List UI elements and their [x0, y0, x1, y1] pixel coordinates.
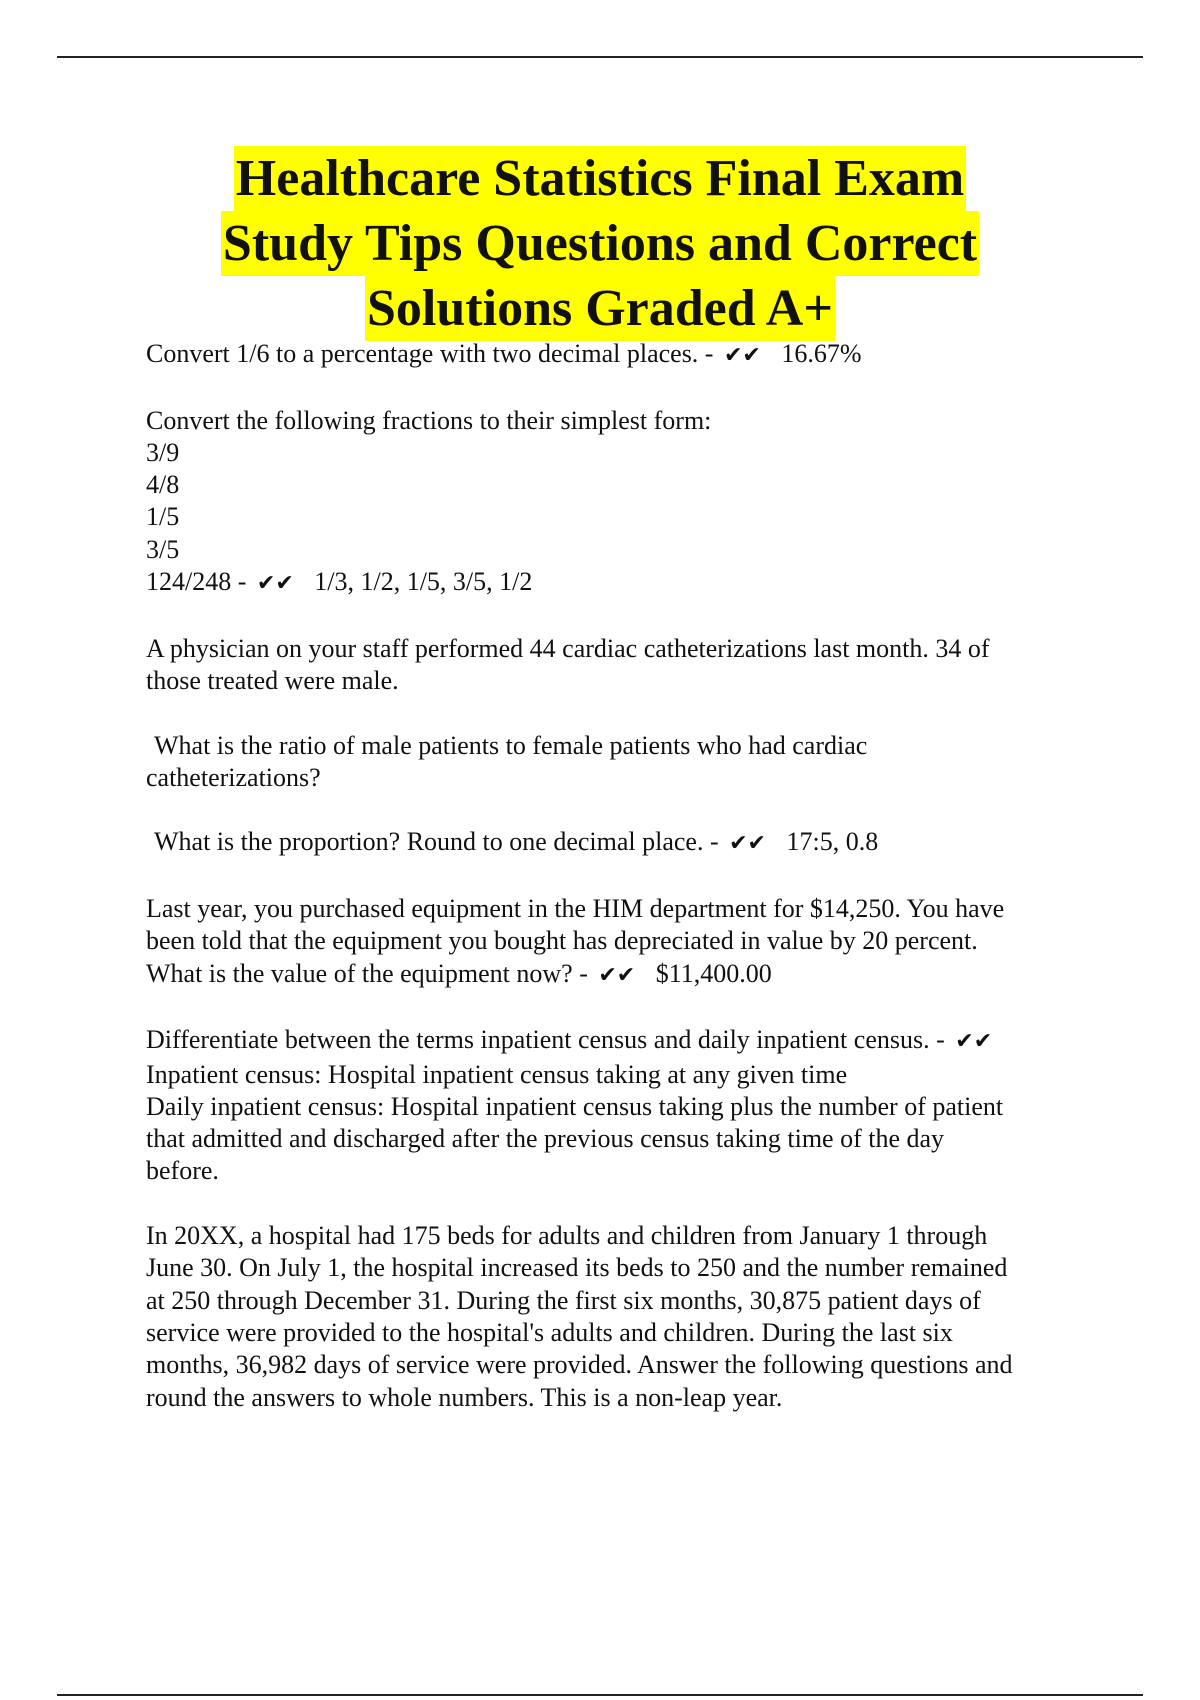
question-5-answer-line: Daily inpatient census: Hospital inpatient census taking plus the number of patient: [146, 1091, 1004, 1121]
question-3-intro: [146, 633, 1096, 698]
question-3-ratio-line: What is the ratio of male patients to female patients who had cardiac: [154, 730, 868, 760]
check-icon: ✔✔: [723, 343, 761, 368]
question-3-ratio: [146, 730, 1096, 795]
question-3-proportion: [146, 826, 1096, 860]
fraction-item: 4/8: [146, 470, 180, 500]
question-4-line: Last year, you purchased equipment in the HIM department for $14,250. You have: [146, 894, 1005, 924]
document-body: [146, 338, 1096, 1446]
question-2-text: Convert the following fractions to their simplest form:: [146, 405, 712, 435]
question-1-text: Convert 1/6 to a percentage with two decimal places. -: [146, 339, 714, 368]
question-5: [146, 1024, 1096, 1187]
check-icon: ✔✔: [729, 831, 766, 857]
question-2-answer: 1/3, 1/2, 1/5, 3/5, 1/2: [314, 567, 533, 597]
question-5-answer-line: before.: [146, 1156, 219, 1186]
check-icon: ✔✔: [256, 571, 294, 597]
question-4-answer: $11,400.00: [655, 958, 772, 988]
bottom-rule: [57, 1694, 1143, 1696]
question-6-line: June 30. On July 1, the hospital increased its beds to 250 and the number remained: [146, 1253, 1008, 1283]
question-4-line: been told that the equipment you bought has depreciated in value by 20 percent.: [146, 926, 978, 956]
question-5-answer-line: Inpatient census: Hospital inpatient census taking at any given time: [146, 1059, 848, 1089]
question-5-text: Differentiate between the terms inpatient census and daily inpatient census. -: [146, 1025, 945, 1055]
fraction-item: 3/9: [146, 437, 180, 467]
check-icon: ✔✔: [598, 962, 636, 988]
top-rule: [57, 56, 1143, 58]
question-6-line: at 250 through December 31. During the first six months, 30,875 patient days of: [146, 1285, 981, 1315]
question-3-intro-line: A physician on your staff performed 44 cardiac catheterizations last month. 34 of: [146, 633, 990, 663]
question-6-line: In 20XX, a hospital had 175 beds for adults and children from January 1 through: [146, 1221, 988, 1251]
title-line-3: Solutions Graded A+: [365, 276, 835, 341]
question-6-line: service were provided to the hospital's adults and children. During the last six: [146, 1317, 953, 1347]
fraction-item: 124/248 -: [146, 567, 247, 597]
question-4: [146, 893, 1096, 992]
question-3-intro-line: those treated were male.: [146, 665, 399, 695]
title-line-1: Healthcare Statistics Final Exam: [234, 146, 966, 211]
title-line-2: Study Tips Questions and Correct: [221, 211, 979, 276]
question-1: [146, 338, 1096, 372]
question-1-answer: 16.67%: [781, 339, 862, 368]
question-4-line: What is the value of the equipment now? -: [146, 958, 588, 988]
question-3-ratio-line: catheterizations?: [146, 762, 321, 792]
question-3-answer: 17:5, 0.8: [786, 827, 879, 857]
question-2: [146, 405, 1096, 601]
question-6-line: round the answers to whole numbers. This is a non-leap year.: [146, 1382, 783, 1412]
question-3-proportion-text: What is the proportion? Round to one decimal place. -: [154, 827, 719, 857]
page-title: [100, 146, 1100, 341]
question-6: [146, 1220, 1096, 1414]
fraction-item: 3/5: [146, 534, 180, 564]
fraction-item: 1/5: [146, 502, 180, 532]
question-5-answer-line: that admitted and discharged after the previous census taking time of the day: [146, 1124, 945, 1154]
question-6-line: months, 36,982 days of service were provided. Answer the following questions and: [146, 1350, 1013, 1380]
check-icon: ✔✔: [955, 1029, 993, 1055]
